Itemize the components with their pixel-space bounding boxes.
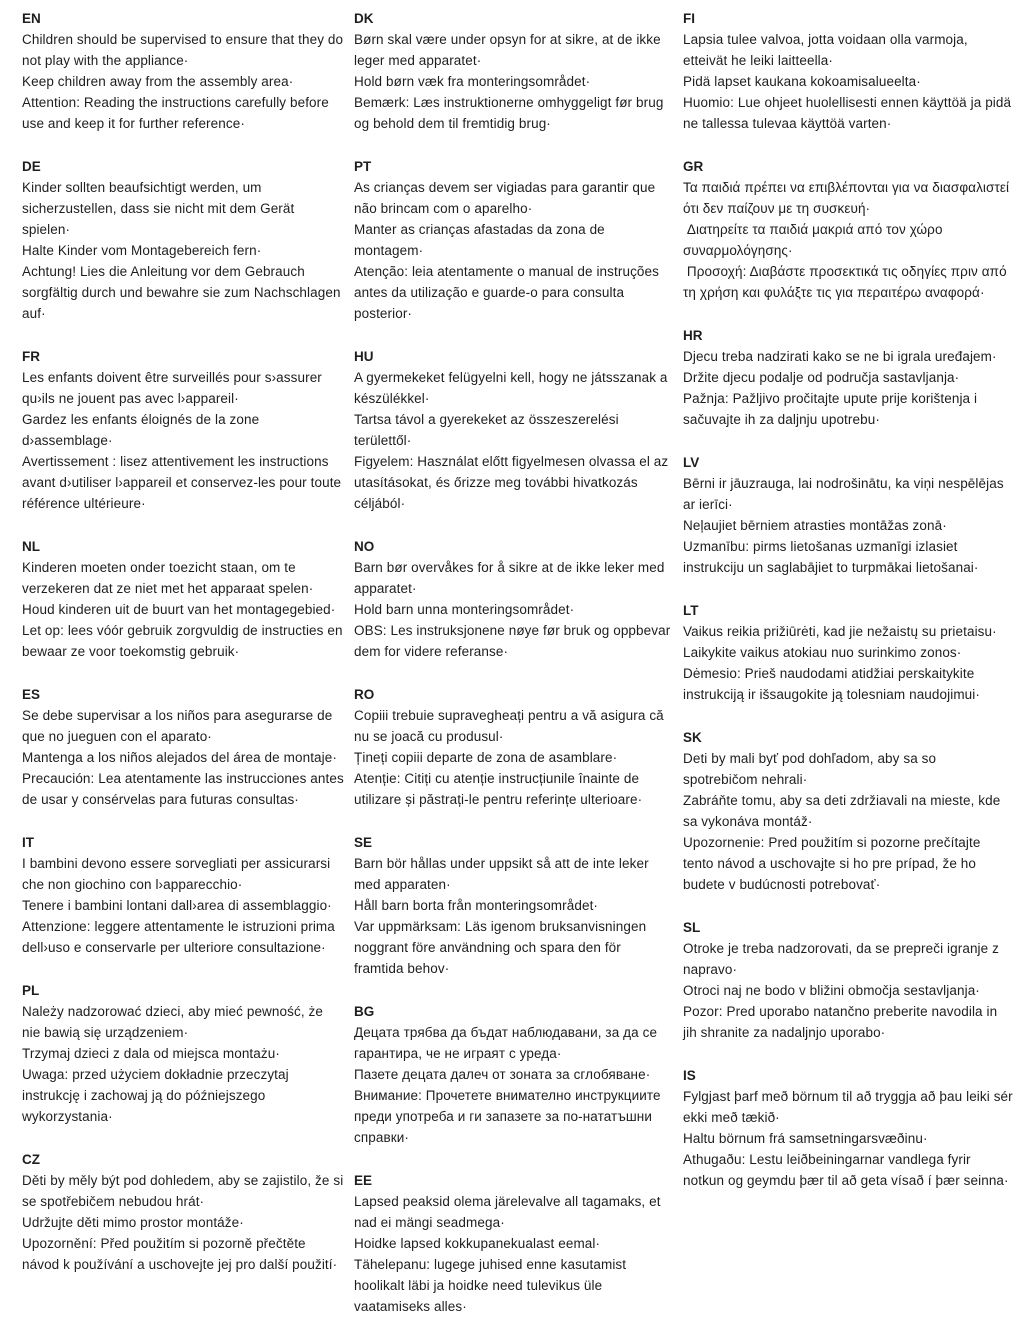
instruction-line: Hold børn væk fra monteringsområdet· <box>354 74 591 89</box>
language-block-ro <box>354 684 674 810</box>
language-block-es <box>22 684 348 810</box>
instruction-line: Kinder sollten beaufsichtigt werden, um sicherzustellen, dass sie nicht mit dem Gerät spielen· <box>22 180 299 237</box>
instruction-line: Należy nadzorować dzieci, aby mieć pewność, że nie bawią się urządzeniem· <box>22 1004 327 1040</box>
instruction-line: Lapsia tulee valvoa, jotta voidaan olla varmoja, etteivät he leiki laitteella· <box>683 32 972 68</box>
language-code: HR <box>683 328 703 343</box>
instruction-line: Upozornění: Před použitím si pozorně přečtěte návod k používání a uschovejte jej pro další použití· <box>22 1236 338 1272</box>
instruction-line: Τα παιδιά πρέπει να επιβλέπονται για να διασφαλιστεί ότι δεν παίζουν με τη συσκευή· <box>683 180 1013 216</box>
language-block-lt <box>683 600 1014 705</box>
language-block-pt <box>354 156 674 324</box>
instruction-line: Barn bør overvåkes for å sikre at de ikke leker med apparatet· <box>354 560 669 596</box>
language-code: NO <box>354 539 375 554</box>
instruction-line: Djecu treba nadzirati kako se ne bi igrala uređajem· <box>683 349 997 364</box>
instruction-line: Copiii trebuie supravegheați pentru a vă asigura că nu se joacă cu produsul· <box>354 708 668 744</box>
language-code: HU <box>354 349 374 364</box>
instruction-line: Tähelepanu: lugege juhised enne kasutamist hoolikalt läbi ja hoidke need tulevikus üle vaatamiseks alles· <box>354 1257 630 1314</box>
language-code: EN <box>22 11 41 26</box>
instruction-line: Otroke je treba nadzorovati, da se prepreči igranje z napravo· <box>683 941 1003 977</box>
instruction-line: I bambini devono essere sorvegliati per assicurarsi che non giochino con l›apparecchio· <box>22 856 335 892</box>
instruction-line: Attenzione: leggere attentamente le istruzioni prima dell›uso e conservarle per ulteriore consultazione· <box>22 919 339 955</box>
instruction-line: Atenção: leia atentamente o manual de instruções antes da utilização e guarde-o para consulta posterior· <box>354 264 663 321</box>
instruction-line: OBS: Les instruksjonene nøye før bruk og oppbevar dem for videre referanse· <box>354 623 675 659</box>
language-code: LV <box>683 455 700 470</box>
instruction-line: Pozor: Pred uporabo natančno preberite navodila in jih shranite za nadaljnjo uporabo· <box>683 1004 1002 1040</box>
language-block-dk <box>354 8 674 134</box>
language-code: LT <box>683 603 699 618</box>
instruction-line: Huomio: Lue ohjeet huolellisesti ennen käyttöä ja pidä ne tallessa tulevaa käyttöä varten· <box>683 95 1015 131</box>
instruction-line: Otroci naj ne bodo v bližini območja sestavljanja· <box>683 983 980 998</box>
language-block-gr <box>683 156 1014 303</box>
language-block-pl <box>22 980 345 1127</box>
language-block-sk <box>683 727 1014 895</box>
language-block-is <box>683 1065 1017 1191</box>
instruction-line: Gardez les enfants éloignés de la zone d›assemblage· <box>22 412 264 448</box>
language-block-fi <box>683 8 1014 134</box>
column-3 <box>683 8 1017 1213</box>
language-code: NL <box>22 539 40 554</box>
language-code: EE <box>354 1173 373 1188</box>
instruction-line: Var uppmärksam: Läs igenom bruksanvisningen noggrant före användning och spara den för framtida behov· <box>354 919 651 976</box>
language-code: SL <box>683 920 701 935</box>
language-block-it <box>22 832 345 958</box>
language-block-sl <box>683 917 1014 1043</box>
instruction-line: Lapsed peaksid olema järelevalve all tagamaks, et nad ei mängi seadmega· <box>354 1194 665 1230</box>
instruction-line: Precaución: Lea atentamente las instrucciones antes de usar y consérvelas para futuras consultas· <box>22 771 348 807</box>
language-block-en <box>22 8 348 134</box>
instruction-line: Avertissement : lisez attentivement les instructions avant d›utiliser l›appareil et conservez-les pour toute référence ultérieure· <box>22 454 346 511</box>
instruction-line: Внимание: Прочетете внимателно инструкциите преди употреба и ги запазете за по-нататъшни справки· <box>354 1088 665 1145</box>
language-block-no <box>354 536 674 662</box>
instruction-line: Houd kinderen uit de buurt van het montagegebied· <box>22 602 336 617</box>
instruction-line: Achtung! Lies die Anleitung vor dem Gebrauch sorgfältig durch und bewahre sie zum Nachschlagen auf· <box>22 264 345 321</box>
instruction-line: Haltu börnum frá samsetningarsvæðinu· <box>683 1131 928 1146</box>
instruction-line: Børn skal være under opsyn for at sikre, at de ikke leger med apparatet· <box>354 32 665 68</box>
instruction-line: Halte Kinder vom Montagebereich fern· <box>22 243 262 258</box>
language-block-lv <box>683 452 1014 578</box>
instruction-line: Attention: Reading the instructions carefully before use and keep it for further reference· <box>22 95 333 131</box>
instruction-line: Children should be supervised to ensure that they do not play with the appliance· <box>22 32 348 68</box>
column-1 <box>22 8 348 1297</box>
instruction-line: Uzmanību: pirms lietošanas uzmanīgi izlasiet instrukciju un saglabājiet to turpmākai lietošanai· <box>683 539 979 575</box>
language-block-ee <box>354 1170 674 1317</box>
instruction-line: Pažnja: Pažljivo pročitajte upute prije korištenja i sačuvajte ih za daljnju upotrebu· <box>683 391 981 427</box>
instruction-line: Bērni ir jāuzrauga, lai nodrošinātu, ka viņi nespēlējas ar ierīci· <box>683 476 1008 512</box>
instruction-line: Mantenga a los niños alejados del área de montaje· <box>22 750 337 765</box>
language-block-se <box>354 832 674 979</box>
language-code: DK <box>354 11 374 26</box>
instruction-line: A gyermekeket felügyelni kell, hogy ne játsszanak a készülékkel· <box>354 370 672 406</box>
instruction-line: Barn bör hållas under uppsikt så att de inte leker med apparaten· <box>354 856 653 892</box>
instruction-line: Децата трябва да бъдат наблюдавани, за да се гарантира, че не играят с уреда· <box>354 1025 661 1061</box>
instruction-line: Atenție: Citiți cu atenție instrucțiunile înainte de utilizare și păstrați-le pentru referințe ulterioare· <box>354 771 643 807</box>
language-block-fr <box>22 346 345 514</box>
language-code: FR <box>22 349 40 364</box>
instruction-line: Vaikus reikia prižiūrėti, kad jie nežaistų su prietaisu· <box>683 624 997 639</box>
language-code: PT <box>354 159 372 174</box>
language-block-bg <box>354 1001 674 1148</box>
instruction-line: Fylgjast þarf með börnum til að tryggja að þau leiki sér ekki með tækið· <box>683 1089 1017 1125</box>
instruction-line: Håll barn borta från monteringsområdet· <box>354 898 599 913</box>
instruction-line: Athugaðu: Lestu leiðbeiningarnar vandlega fyrir notkun og geymdu þær til að geta vísað í þær seinna· <box>683 1152 1009 1188</box>
language-block-hu <box>354 346 674 514</box>
instruction-line: Figyelem: Használat előtt figyelmesen olvassa el az utasításokat, és őrizze meg további hivatkozás céljából· <box>354 454 673 511</box>
language-code: IT <box>22 835 34 850</box>
column-2 <box>354 8 674 1339</box>
instruction-line: Deti by mali byť pod dohľadom, aby sa so spotrebičom nehrali· <box>683 751 940 787</box>
instruction-line: Se debe supervisar a los niños para asegurarse de que no jueguen con el aparato· <box>22 708 337 744</box>
language-block-hr <box>683 325 1014 430</box>
instruction-line: Keep children away from the assembly area· <box>22 74 294 89</box>
language-code: BG <box>354 1004 375 1019</box>
instruction-line: Zabráňte tomu, aby sa deti zdržiavali na mieste, kde sa vykonáva montáž· <box>683 793 1005 829</box>
instruction-line: Trzymaj dzieci z dala od miejsca montażu· <box>22 1046 280 1061</box>
instruction-line: Pidä lapset kaukana kokoamisalueelta· <box>683 74 921 89</box>
language-block-de <box>22 156 345 324</box>
language-code: DE <box>22 159 41 174</box>
instruction-line: Διατηρείτε τα παιδιά μακριά από τον χώρο συναρμολόγησης· <box>683 222 947 258</box>
instruction-line: As crianças devem ser vigiadas para garantir que não brincam com o aparelho· <box>354 180 660 216</box>
language-code: IS <box>683 1068 696 1083</box>
language-code: ES <box>22 687 41 702</box>
instruction-line: Držite djecu podalje od područja sastavljanja· <box>683 370 960 385</box>
instruction-line: Uwaga: przed użyciem dokładnie przeczytaj instrukcję i zachowaj ją do późniejszego wykorzystania· <box>22 1067 293 1124</box>
instruction-line: Neļaujiet bērniem atrasties montāžas zonā· <box>683 518 947 533</box>
instruction-line: Hold barn unna monteringsområdet· <box>354 602 575 617</box>
instruction-line: Laikykite vaikus atokiau nuo surinkimo zonos· <box>683 645 962 660</box>
instruction-line: Děti by měly být pod dohledem, aby se zajistilo, že si se spotřebičem nebudou hrát· <box>22 1173 348 1209</box>
instruction-line: Manter as crianças afastadas da zona de montagem· <box>354 222 609 258</box>
instruction-line: Προσοχή: Διαβάστε προσεκτικά τις οδηγίες πριν από τη χρήση και φυλάξτε τις για περαιτέρω αναφορά· <box>683 264 1011 300</box>
language-code: CZ <box>22 1152 40 1167</box>
language-code: SE <box>354 835 373 850</box>
instruction-line: Пазете децата далеч от зоната за сглобяване· <box>354 1067 651 1082</box>
instruction-line: Kinderen moeten onder toezicht staan, om te verzekeren dat ze niet met het apparaat spelen· <box>22 560 314 596</box>
instruction-line: Tenere i bambini lontani dall›area di assemblaggio· <box>22 898 332 913</box>
instruction-line: Tartsa távol a gyerekeket az összeszerelési területtől· <box>354 412 623 448</box>
language-code: GR <box>683 159 704 174</box>
instruction-line: Upozornenie: Pred použitím si pozorne prečítajte tento návod a uschovajte si ho pre prípad, že ho budete v budúcnosti potrebovať· <box>683 835 985 892</box>
instruction-line: Dėmesio: Prieš naudodami atidžiai perskaitykite instrukciją ir išsaugokite ją tolesniam naudojimui· <box>683 666 980 702</box>
instruction-line: Udržujte děti mimo prostor montáže· <box>22 1215 244 1230</box>
instruction-line: Țineți copiii departe de zona de asamblare· <box>354 750 618 765</box>
instruction-line: Bemærk: Læs instruktionerne omhyggeligt før brug og behold dem til fremtidig brug· <box>354 95 668 131</box>
instruction-line: Hoidke lapsed kokkupanekualast eemal· <box>354 1236 601 1251</box>
language-code: RO <box>354 687 375 702</box>
language-code: FI <box>683 11 695 26</box>
language-block-cz <box>22 1149 348 1275</box>
language-code: SK <box>683 730 702 745</box>
language-block-nl <box>22 536 345 662</box>
instruction-line: Let op: lees vóór gebruik zorgvuldig de instructies en bewaar ze voor toekomstig gebruik· <box>22 623 347 659</box>
instruction-line: Les enfants doivent être surveillés pour s›assurer qu›ils ne jouent pas avec l›appareil· <box>22 370 326 406</box>
language-code: PL <box>22 983 40 998</box>
